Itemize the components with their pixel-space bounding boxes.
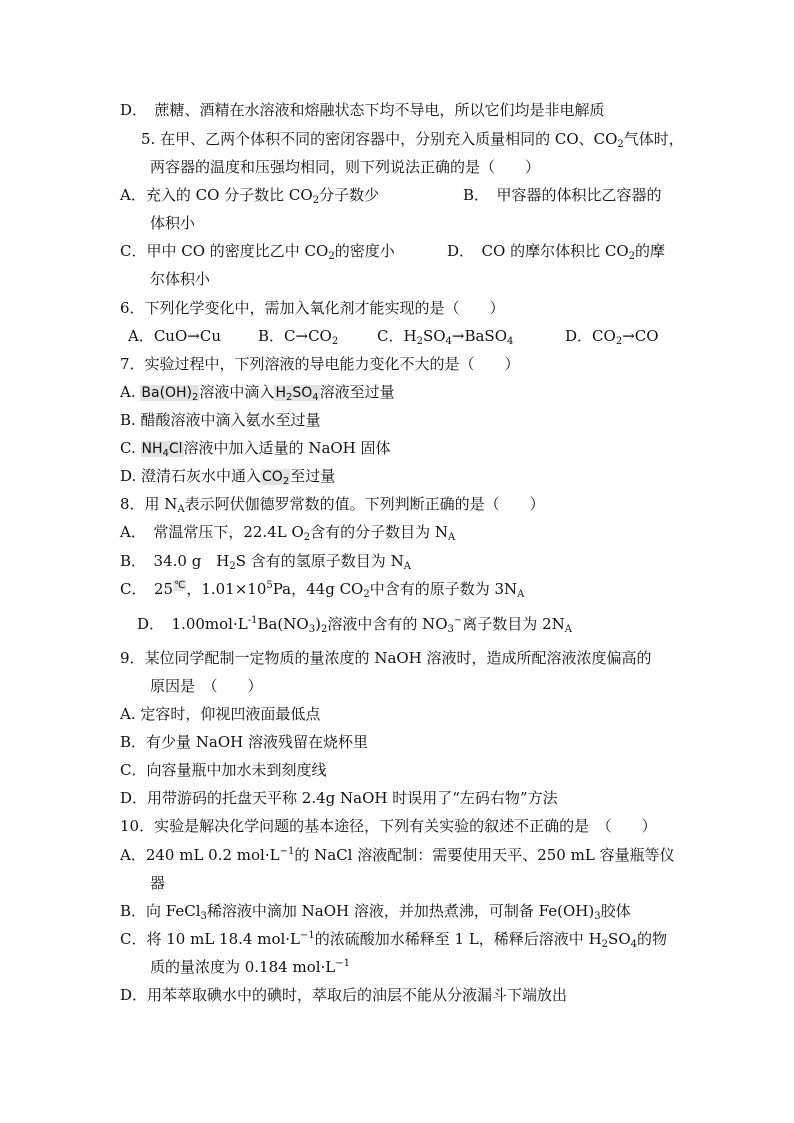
q5-option-d-cont: 尔体积小 xyxy=(150,270,211,288)
q7-option-c: C. $NH_4Cl$溶液中加入适量的 NaOH 固体 xyxy=(120,439,391,459)
q5-option-d: D． CO 的摩尔体积比 $CO_2$的摩 xyxy=(447,242,666,262)
q5-option-b-cont: 体积小 xyxy=(150,214,196,232)
q10-option-a: A．240 mL 0.2 $mol\cdot L^{-1}$的 NaCl 溶液配制：需要使用天平、250 mL 容量瓶等仪 xyxy=(120,846,675,864)
q6-option-c: C．$H_2SO_4\to BaSO_4$ xyxy=(377,327,514,347)
question-8: 8．用 $N_A$表示阿伏伽德罗常数的值。下列判断正确的是（ ） xyxy=(120,495,545,515)
q9-option-a: A. 定容时，仰视凹液面最低点 xyxy=(120,705,321,723)
q6-option-d: D．$CO_2\to CO$ xyxy=(565,327,659,347)
q6-option-a: A．CuO→Cu xyxy=(128,327,221,345)
q6-option-b: B．$C\to CO_2$ xyxy=(258,327,339,347)
q10-option-d: D．用苯萃取碘水中的碘时，萃取后的油层不能从分液漏斗下端放出 xyxy=(120,986,568,1004)
q7-option-d: D. 澄清石灰水中通入$CO_2$至过量 xyxy=(120,467,336,487)
formula-baoh2: $Ba(OH)_2$ xyxy=(141,385,199,403)
q10-option-b: B．向 FeCl$_3$稀溶液中滴加 NaOH 溶液，并加热煮沸，可制备 $Fe(OH)_3$胶体 xyxy=(120,902,631,922)
q7-option-b: B. 醋酸溶液中滴入氨水至过量 xyxy=(120,411,321,429)
q10-option-a-cont: 器 xyxy=(150,874,166,892)
q7-option-a: A. $Ba(OH)_2$溶液中滴入$H_2SO_4$溶液至过量 xyxy=(120,383,395,403)
question-5-cont: 两容器的温度和压强均相同，则下列说法正确的是（ ） xyxy=(150,158,541,176)
formula-h2so4: $H_2SO_4$ xyxy=(275,385,319,403)
question-9: 9．某位同学配制一定物质的量浓度的 NaOH 溶液时，造成所配溶液浓度偏高的 xyxy=(120,649,652,667)
option-d-q4: D． 蔗糖、酒精在水溶液和熔融状态下均不导电，所以它们均是非电解质 xyxy=(120,101,605,119)
q9-option-b: B．有少量 NaOH 溶液残留在烧杯里 xyxy=(120,733,369,751)
q9-option-c: C．向容量瓶中加水未到刻度线 xyxy=(120,761,327,779)
q10-option-c: C．将 10 mL 18.4 $mol\cdot L^{-1}$的浓硫酸加水稀释至 1 L，稀释后溶液中 $H_2SO_4$的物 xyxy=(120,930,668,950)
q5-option-a: A．充入的 CO 分子数比 $CO_2$分子数少 xyxy=(120,186,380,206)
q5-option-c: C．甲中 CO 的密度比乙中 $CO_2$的密度小 xyxy=(120,242,395,262)
formula-co2: $CO_2$ xyxy=(262,469,290,487)
q10-option-c-cont: 质的量浓度为 0.184 $mol\cdot L^{-1}$ xyxy=(150,958,351,976)
q5-option-b: B． 甲容器的体积比乙容器的 xyxy=(463,186,662,204)
question-6: 6．下列化学变化中，需加入氧化剂才能实现的是（ ） xyxy=(120,299,505,317)
question-9-cont: 原因是 （ ） xyxy=(150,677,263,695)
question-7: 7．实验过程中，下列溶液的导电能力变化不大的是（ ） xyxy=(120,355,520,373)
q8-option-c: C． 25℃，$1.01\times 10^5Pa$，44g $CO_2$中含有的原子数为 $3N_A$ xyxy=(120,580,525,600)
q8-option-b: B． 34.0 g $H_2S$ 含有的氢原子数目为 $N_A$ xyxy=(120,552,411,572)
q8-option-a: A． 常温常压下，22.4L $O_2$含有的分子数目为 $N_A$ xyxy=(120,523,456,543)
question-5: 5. 在甲、乙两个体积不同的密闭容器中，分别充入质量相同的 CO、$CO_2$气体时， xyxy=(141,130,684,150)
q9-option-d: D．用带游码的托盘天平称 2.4g NaOH 时误用了“左码右物”方法 xyxy=(120,789,558,807)
formula-nh4cl: $NH_4Cl$ xyxy=(141,441,183,459)
question-10: 10．实验是解决化学问题的基本途径，下列有关实验的叙述不正确的是 （ ） xyxy=(120,817,657,835)
q8-option-d: D． $1.00mol\cdot L^{-1}Ba(NO_3)_2$溶液中含有的 $NO_3^-$离子数目为 $2N_A$ xyxy=(137,615,572,635)
